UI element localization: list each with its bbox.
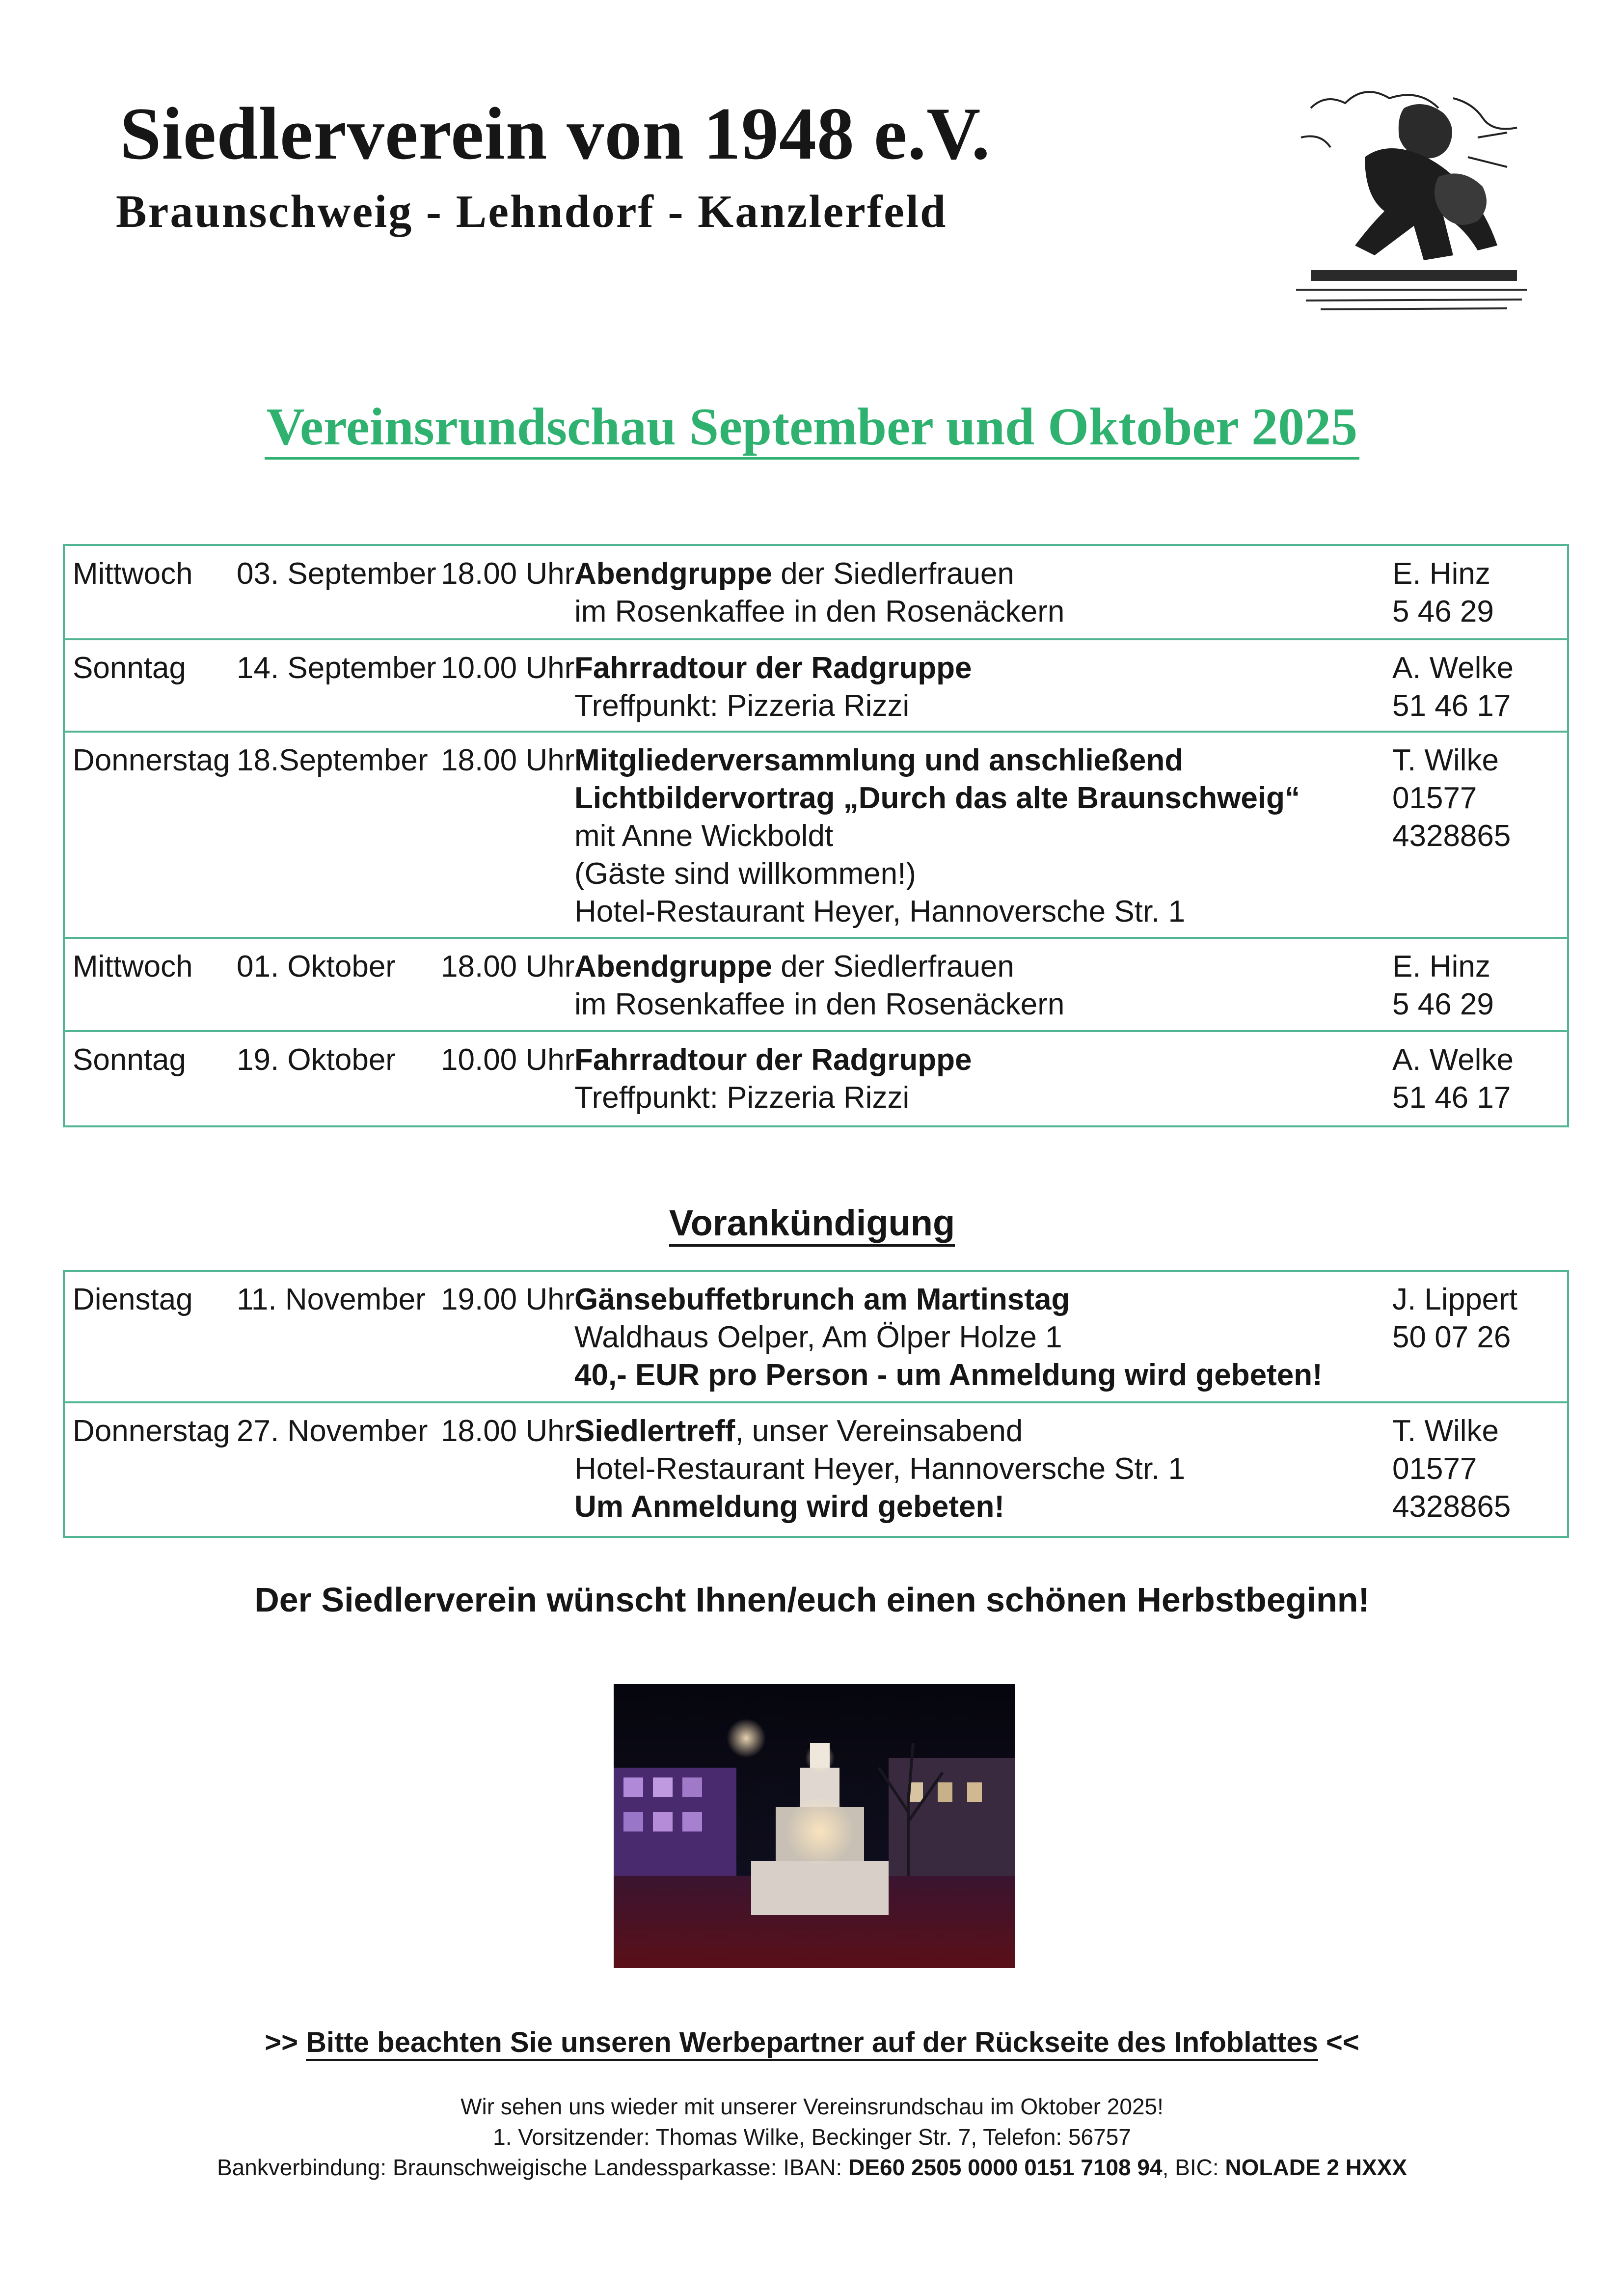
event-day: Mittwoch <box>73 950 193 984</box>
event-contact: T. Wilke 01577 4328865 <box>1392 1414 1511 1524</box>
autumn-wish: Der Siedlerverein wünscht Ihnen/euch einen schönen Herbstbeginn! <box>254 1581 1370 1619</box>
event-description: Mitgliederversammlung und anschließend Lichtbildervortrag „Durch das alte Braunschweig“ mit Anne Wickboldt (Gäste sind willkommen!) Hotel-Restaurant Heyer, Hannoversche Str. 1 <box>574 743 1300 929</box>
bank-details <box>0 2152 1624 2183</box>
note-suffix: << <box>1326 2026 1359 2058</box>
event-contact: A. Welke 51 46 17 <box>1392 651 1514 723</box>
event-description: Fahrradtour der Radgruppe Treffpunkt: Pizzeria Rizzi <box>574 1043 972 1115</box>
event-date: 27. November <box>237 1414 428 1448</box>
event-time: 18.00 Uhr <box>441 950 575 984</box>
table-row <box>65 939 1567 1032</box>
table-row <box>65 1403 1567 1536</box>
event-date: 01. Oktober <box>237 950 396 984</box>
event-description: Abendgruppe der Siedlerfrauen im Rosenkaffee in den Rosenäckern <box>574 557 1065 629</box>
bank-label: Bankverbindung: Braunschweigische Landessparkasse: IBAN: <box>217 2155 849 2180</box>
event-contact: T. Wilke 01577 4328865 <box>1392 743 1511 853</box>
event-day: Mittwoch <box>73 557 193 591</box>
sculpture-logo <box>1291 79 1532 314</box>
table-row <box>65 1272 1567 1403</box>
event-time: 18.00 Uhr <box>441 743 575 777</box>
event-date: 03. September <box>237 557 436 591</box>
event-day: Sonntag <box>73 651 186 685</box>
event-contact: E. Hinz 5 46 29 <box>1392 557 1494 629</box>
event-description: Abendgruppe der Siedlerfrauen im Rosenkaffee in den Rosenäckern <box>574 950 1065 1021</box>
page-heading-text: Vereinsrundschau September und Oktober 2025 <box>265 398 1359 460</box>
events-table <box>63 544 1569 1127</box>
event-time: 18.00 Uhr <box>441 1414 575 1448</box>
footer-line-2: 1. Vorsitzender: Thomas Wilke, Beckinger Str. 7, Telefon: 56757 <box>493 2124 1131 2150</box>
event-description: Siedlertreff, unser Vereinsabend Hotel-Restaurant Heyer, Hannoversche Str. 1 Um Anmeldung wird gebeten! <box>574 1414 1186 1524</box>
table-row <box>65 1032 1567 1125</box>
footer-line-1: Wir sehen uns wieder mit unserer Vereinsrundschau im Oktober 2025! <box>460 2094 1164 2119</box>
table-row <box>65 546 1567 640</box>
event-contact: J. Lippert 50 07 26 <box>1392 1283 1518 1354</box>
event-day: Dienstag <box>73 1283 193 1316</box>
event-description: Fahrradtour der Radgruppe Treffpunkt: Pizzeria Rizzi <box>574 651 972 723</box>
event-time: 18.00 Uhr <box>441 557 575 591</box>
iban-value: DE60 2505 0000 0151 7108 94 <box>848 2155 1163 2180</box>
table-row <box>65 733 1567 939</box>
event-date: 14. September <box>237 651 436 685</box>
bic-value: NOLADE 2 HXXX <box>1225 2155 1407 2180</box>
note-prefix: >> <box>265 2026 298 2058</box>
event-time: 10.00 Uhr <box>441 1043 575 1077</box>
event-day: Donnerstag <box>73 1414 230 1448</box>
event-day: Sonntag <box>73 1043 186 1077</box>
table-row <box>65 640 1567 733</box>
page-heading <box>0 397 1624 458</box>
event-date: 18.September <box>237 743 428 777</box>
bic-label: , BIC: <box>1162 2155 1225 2180</box>
preview-heading-text: Vorankündigung <box>669 1203 955 1247</box>
event-day: Donnerstag <box>73 743 230 777</box>
event-contact: A. Welke 51 46 17 <box>1392 1043 1514 1115</box>
event-date: 19. Oktober <box>237 1043 396 1077</box>
org-subtitle: Braunschweig - Lehndorf - Kanzlerfeld <box>116 186 947 237</box>
preview-table <box>63 1270 1569 1538</box>
event-contact: E. Hinz 5 46 29 <box>1392 950 1494 1021</box>
event-time: 10.00 Uhr <box>441 651 575 685</box>
event-date: 11. November <box>237 1283 426 1316</box>
note-text: Bitte beachten Sie unseren Werbepartner auf der Rückseite des Infoblattes <box>306 2026 1318 2061</box>
fountain-night-photo <box>614 1684 1015 1968</box>
preview-heading <box>0 1202 1624 1244</box>
sponsor-note <box>0 2026 1624 2059</box>
event-time: 19.00 Uhr <box>441 1283 575 1316</box>
org-name: Siedlerverein von 1948 e.V. <box>120 92 991 175</box>
event-description: Gänsebuffetbrunch am Martinstag Waldhaus Oelper, Am Ölper Holze 1 40,- EUR pro Person - um Anmeldung wird gebeten! <box>574 1283 1323 1392</box>
